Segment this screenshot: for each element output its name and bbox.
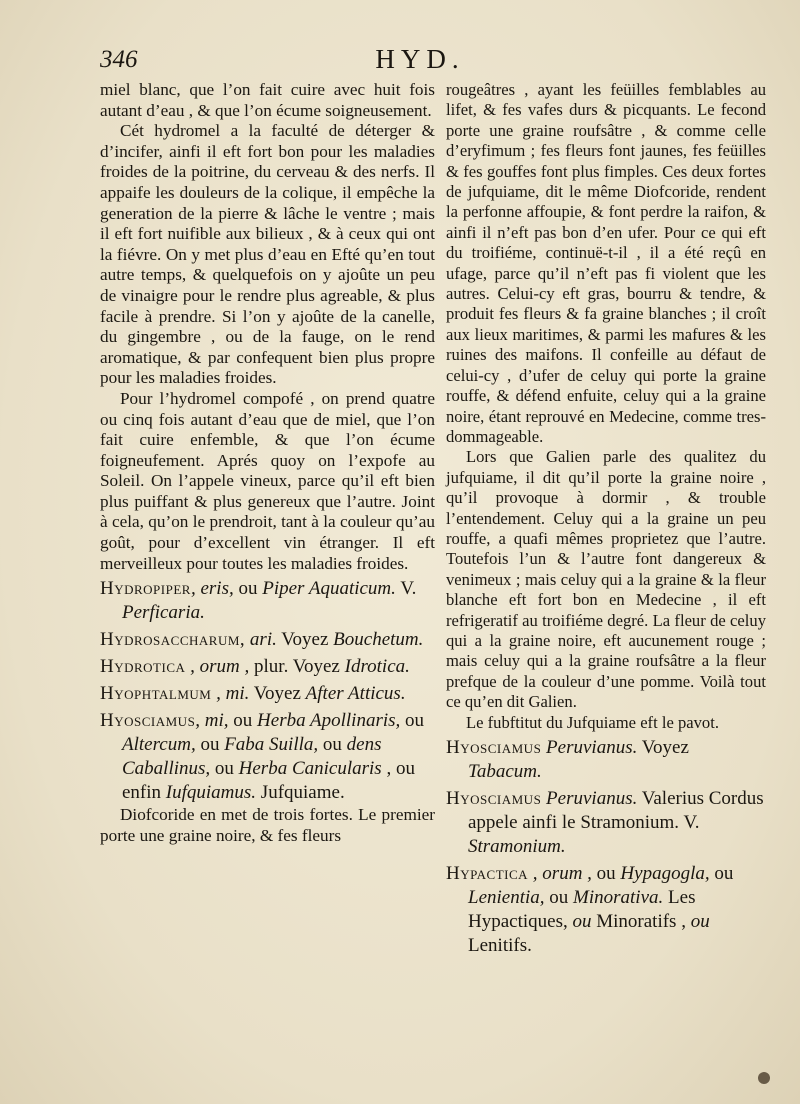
entry-reference: Bouchetum. [333, 629, 424, 651]
running-head: HYD. [375, 44, 465, 74]
entry-headword: Hydrosaccharum, [100, 629, 246, 651]
paragraph: Lors que Galien parle des qualitez du jufquiame, il dit qu’il porte la graine noire , qu’il provoque à dormir , & trouble l’entendement. Celuy qui a la graine un peu rouffe, a quafi mêmes proprietez que l’autre. Toutefois l’un & l’autre font dangereux & venimeux ; mais celuy qui a la graine & la fleur blanche eft fort bon en Medecine , il eft refrigeratif au troifiéme degré. La fleur de celuy qui a la graine noire, eft aucunement rouge ; mais celuy qui a la graine roufsâtre a la fleur prefque de la couleur d’une pomme. Voilà tout ce qu’en dit Galien. [446, 447, 766, 712]
entry-text: Voyez [637, 737, 689, 758]
entry-text: Voyez [249, 683, 306, 705]
entry-genitive: , eris, [190, 578, 234, 600]
entry-genitive: , mi, [195, 710, 229, 732]
entry-latin: Iufquiamus. [165, 782, 257, 804]
entry-headword: Hyosciamus [100, 710, 196, 732]
paragraph: miel blanc, que l’on fait cuire avec huit fois autant d’eau , & que l’on écume soigneusement. [100, 80, 435, 120]
dictionary-entry [100, 655, 435, 679]
entry-text: Voyez [276, 629, 334, 651]
entry-latin: Minorativa. [573, 887, 664, 908]
entry-text: Minoratifs , [591, 911, 691, 932]
entry-latin: Hypagogla, [620, 863, 710, 884]
entry-latin: dens Caballinus, [122, 734, 382, 780]
entry-genitive: , orum , [528, 863, 592, 884]
entry-text: ou [228, 710, 258, 732]
entry-latin: Altercum, [122, 734, 196, 756]
page-number: 346 [100, 46, 138, 73]
entry-reference: Stramonium. [468, 836, 566, 857]
entry-latin: Herba Canicularis [238, 758, 382, 780]
entry-text: ou [572, 911, 592, 932]
entry-text: ou [400, 710, 425, 732]
entry-text: Lenitifs. [468, 935, 532, 956]
ink-blot [758, 1072, 770, 1084]
entry-text: Les Hypactiques, [468, 887, 696, 932]
entry-text: plur. Voyez [249, 656, 345, 678]
paragraph: Diofcoride en met de trois fortes. Le premier porte une graine noire, & fes fleurs [100, 805, 435, 845]
dictionary-entry [100, 682, 435, 706]
entry-text: Valerius Cordus appele ainfi le Stramonium. V. [468, 788, 764, 833]
paragraph: Le fubftitut du Jufquiame eft le pavot. [466, 712, 719, 732]
entry-reference: Tabacum. [468, 761, 542, 782]
entry-latin: Peruvianus. [541, 737, 638, 758]
dictionary-entry [100, 628, 435, 652]
left-column [100, 80, 435, 846]
right-column [446, 80, 766, 958]
entry-text: ou [709, 863, 734, 884]
entry-text: ou [591, 863, 621, 884]
entry-latin: Peruvianus. [541, 788, 638, 809]
dictionary-entry [100, 709, 435, 805]
entry-text: ou [233, 578, 263, 600]
entry-genitive: ari. [245, 629, 277, 651]
entry-headword: Hyophtalmum [100, 683, 212, 705]
entry-headword: Hyosciamus [446, 788, 542, 809]
entry-text: ou [318, 734, 347, 756]
entry-text: ou [195, 734, 225, 756]
entry-latin: Piper Aquaticum. [262, 578, 396, 600]
paragraph: Cét hydromel a la faculté de déterger & d’incifer, ainfi il eft fort bon pour les maladies froides de la poitrine, du cerveau & des nerfs. Il appaife les douleurs de la colique, il empêche la generation de la pierre & lâche le ventre ; mais il eft fort nuifible aux bilieux , & à ceux qui ont la fiévre. On y met plus d’eau en Efté qu’en tout autre temps, & quelquefois on y ajoûte un peu de vinaigre pour le rendre plus agreable, & plus facile à prendre. Si l’on y ajoûte de la canelle, du gingembre , ou de la fauge, on le rend aromatique, & par confequent bien plus propre pour les maladies froides. [100, 121, 435, 388]
entry-headword: Hydropiper [100, 578, 191, 600]
dictionary-entry [446, 787, 766, 859]
entry-genitive: , orum , [185, 656, 250, 678]
entry-genitive: , mi. [211, 683, 250, 705]
entry-text: , ou enfin [122, 758, 415, 804]
entry-headword: Hypactica [446, 863, 529, 884]
entry-latin: Lenientia, [468, 887, 545, 908]
entry-french: Jufquiame. [256, 782, 345, 804]
page-header [100, 46, 740, 80]
paragraph: rougeâtres , ayant les feüilles femblables au lifet, & fes vafes durs & picquants. Le fecond porte une graine roufsâtre , & comme celle d’eryfimum ; fes fleurs font jaunes, fes feüilles & fes gouffes font plus fimples. Ces deux fortes de jufquiame, dit le même Diofcoride, rendent la perfonne affoupie, & font perdre la raifon, & ainfi il n’eft pas bon d’en ufer. Pour ce qui eft du troifiéme, continuë-t-il , il a été reçû en ufage, parce qu’il n’eft pas fi violent que les autres. Celui-cy eft gras, bourru & tendre, & produit fes fleurs & fa graine blanches ; il croît aux lieux maritimes, & parmi les mafures & les ruines des maifons. Il confeille au défaut de celui-cy , d’ufer de celuy qui porte la graine rouffe, & défend enfuite, celuy qui a la graine noire, étant reprouvé en Medecine, comme tres-dommageable. [446, 80, 766, 446]
entry-latin: Faba Suilla, [224, 734, 319, 756]
paragraph: Pour l’hydromel compofé , on prend quatre ou cinq fois autant d’eau que de miel, que l’on fait cuire enfemble, & que l’on écume foigneufement. Aprés quoy on l’expofe au Soleil. On l’appele vineux, parce qu’il eft bien plus puiffant & plus genereux que l’autre. Joint à cela, qu’on le prendroit, tant à la couleur qu’au goût, pour d’excellent vin étranger. Il eft merveilleux pour toutes les maladies froides. [100, 388, 435, 573]
entry-text: V. [395, 578, 417, 600]
entry-headword: Hyosciamus [446, 737, 542, 758]
entry-reference: After Atticus. [305, 683, 406, 705]
dictionary-entry [446, 736, 766, 784]
entry-reference: Perficaria. [122, 602, 205, 624]
entry-text: ou [210, 758, 239, 780]
entry-text: ou [544, 887, 574, 908]
entry-headword: Hydrotica [100, 656, 186, 678]
entry-latin: Herba Apollinaris, [257, 710, 401, 732]
entry-reference: Idrotica. [344, 656, 410, 678]
dictionary-entry [446, 862, 766, 958]
dictionary-entry [100, 577, 435, 625]
entry-text: ou [690, 911, 710, 932]
